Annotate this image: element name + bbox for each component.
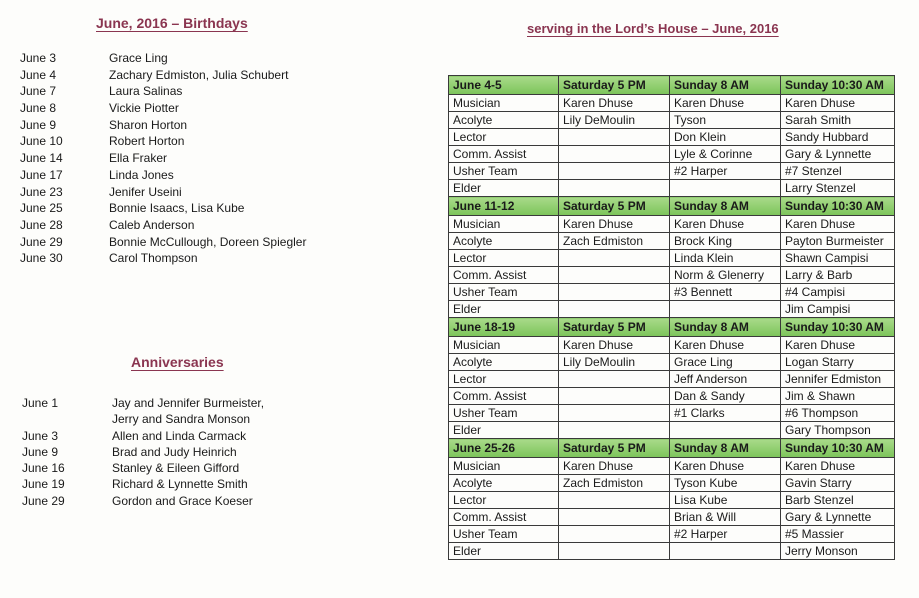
assignee-cell: Karen Dhuse [781,337,895,354]
assignee-cell: Zach Edmiston [559,475,670,492]
assignee-cell: Karen Dhuse [670,458,781,475]
birthday-entry [20,234,306,251]
anniversaries-list [22,395,264,509]
entry-date: June 23 [20,184,63,199]
assignee-cell: Larry Stenzel [781,180,895,197]
entry-names: Richard & Lynnette Smith [112,477,248,492]
entry-names: Laura Salinas [109,84,183,99]
week-header-cell: Sunday 10:30 AM [781,318,895,337]
schedule-row [449,301,895,318]
entry-names: Bonnie Isaacs, Lisa Kube [109,201,245,216]
entry-date: June 3 [20,51,57,65]
assignee-cell [559,509,670,526]
birthday-entry [20,167,306,184]
entry-date: June 30 [20,251,63,266]
assignee-cell: #7 Stenzel [781,163,895,180]
entry-names: Brad and Judy Heinrich [112,444,237,459]
assignee-cell: Tyson [670,112,781,129]
entry-date: June 8 [20,101,57,116]
anniversaries-title: Anniversaries [131,354,224,370]
role-cell: Comm. Assist [449,146,559,163]
role-cell: Lector [449,129,559,146]
entry-date: June 9 [22,444,59,459]
schedule-row [449,250,895,267]
assignee-cell [559,526,670,543]
schedule-row [449,492,895,509]
birthday-entry [20,250,306,267]
entry-names: Allen and Linda Carmack [112,428,247,443]
assignee-cell: #6 Thompson [781,405,895,422]
assignee-cell: Grace Ling [670,354,781,371]
assignee-cell: Karen Dhuse [559,216,670,233]
assignee-cell: Karen Dhuse [670,337,781,354]
entry-date: June 28 [20,217,63,232]
entry-date [22,411,112,427]
entry-names: Grace Ling [109,51,168,65]
assignee-cell: #2 Harper [670,526,781,543]
schedule-row [449,354,895,371]
assignee-cell: Norm & Glenerry [670,267,781,284]
birthdays-title: June, 2016 – Birthdays [96,15,248,31]
week-header-row [449,197,895,216]
assignee-cell: Gary & Lynnette [781,146,895,163]
assignee-cell: Tyson Kube [670,475,781,492]
schedule-row [449,129,895,146]
role-cell: Comm. Assist [449,267,559,284]
entry-names: Linda Jones [109,167,174,182]
assignee-cell: Dan & Sandy [670,388,781,405]
assignee-cell [559,284,670,301]
assignee-cell: Karen Dhuse [670,95,781,112]
assignee-cell [559,146,670,163]
assignee-cell: Lily DeMoulin [559,112,670,129]
role-cell: Lector [449,371,559,388]
role-cell: Usher Team [449,526,559,543]
assignee-cell: #2 Harper [670,163,781,180]
assignee-cell: Logan Starry [781,354,895,371]
week-header-cell: Saturday 5 PM [559,439,670,458]
schedule-row [449,475,895,492]
assignee-cell: Brian & Will [670,509,781,526]
schedule-row [449,216,895,233]
week-header-row [449,76,895,95]
entry-names: Jay and Jennifer Burmeister, [112,396,265,410]
birthday-entry [20,50,306,67]
schedule-row [449,233,895,250]
entry-names: Bonnie McCullough, Doreen Spiegler [109,234,307,249]
role-cell: Usher Team [449,405,559,422]
week-header-cell: Saturday 5 PM [559,197,670,216]
entry-names: Caleb Anderson [109,217,195,232]
week-header-cell: Sunday 8 AM [670,76,781,95]
assignee-cell: Shawn Campisi [781,250,895,267]
schedule-row [449,146,895,163]
entry-date: June 10 [20,134,63,149]
anniversary-entry [22,444,264,460]
assignee-cell: Don Klein [670,129,781,146]
schedule-row [449,267,895,284]
assignee-cell: Gary & Lynnette [781,509,895,526]
anniversary-entry [22,493,264,509]
entry-names: Zachary Edmiston, Julia Schubert [109,67,289,82]
serving-schedule-title: serving in the Lord’s House – June, 2016 [527,21,779,36]
assignee-cell: #3 Bennett [670,284,781,301]
week-header-cell: Sunday 10:30 AM [781,197,895,216]
role-cell: Lector [449,492,559,509]
week-header-row [449,318,895,337]
assignee-cell [559,405,670,422]
entry-date: June 17 [20,167,63,182]
assignee-cell [670,301,781,318]
week-header-cell: Sunday 8 AM [670,318,781,337]
birthday-entry [20,150,306,167]
entry-names: Jenifer Useini [109,184,182,199]
assignee-cell: Lisa Kube [670,492,781,509]
assignee-cell [559,129,670,146]
role-cell: Lector [449,250,559,267]
week-header-cell: June 18-19 [449,318,559,337]
entry-date: June 3 [22,428,59,443]
entry-date: June 29 [22,493,65,508]
week-header-cell: Saturday 5 PM [559,76,670,95]
schedule-row [449,422,895,439]
assignee-cell [559,180,670,197]
entry-date: June 7 [20,84,57,99]
schedule-row [449,284,895,301]
assignee-cell [559,543,670,560]
birthday-entry [20,100,306,117]
assignee-cell: Payton Burmeister [781,233,895,250]
assignee-cell: Jim & Shawn [781,388,895,405]
assignee-cell: Jerry Monson [781,543,895,560]
schedule-row [449,371,895,388]
assignee-cell: Jennifer Edmiston [781,371,895,388]
role-cell: Musician [449,95,559,112]
anniversary-entry [22,411,264,427]
week-header-cell: June 25-26 [449,439,559,458]
entry-names: Gordon and Grace Koeser [112,493,253,508]
assignee-cell: Karen Dhuse [781,95,895,112]
role-cell: Elder [449,180,559,197]
schedule-row [449,337,895,354]
week-header-cell: Sunday 8 AM [670,197,781,216]
entry-names: Vickie Piotter [109,101,179,116]
schedule-row [449,180,895,197]
anniversary-entry [22,460,264,476]
entry-date: June 16 [22,461,65,476]
assignee-cell [670,422,781,439]
week-header-cell: June 11-12 [449,197,559,216]
birthday-entry [20,117,306,134]
schedule-row [449,458,895,475]
week-header-row [449,439,895,458]
birthday-entry [20,184,306,201]
role-cell: Acolyte [449,475,559,492]
entry-names: Stanley & Eileen Gifford [112,461,240,476]
assignee-cell [670,180,781,197]
entry-names: Jerry and Sandra Monson [112,412,251,427]
week-header-cell: Sunday 10:30 AM [781,76,895,95]
entry-date: June 4 [20,67,57,82]
role-cell: Elder [449,543,559,560]
schedule-row [449,388,895,405]
assignee-cell [559,250,670,267]
week-header-cell: Sunday 10:30 AM [781,439,895,458]
entry-names: Robert Horton [109,134,185,149]
role-cell: Musician [449,216,559,233]
week-header-cell: Sunday 8 AM [670,439,781,458]
entry-date: June 25 [20,201,63,216]
assignee-cell [559,301,670,318]
birthday-entry [20,67,306,84]
schedule-row [449,163,895,180]
assignee-cell [559,422,670,439]
assignee-cell [559,388,670,405]
assignee-cell: #5 Massier [781,526,895,543]
assignee-cell: Jeff Anderson [670,371,781,388]
assignee-cell: Linda Klein [670,250,781,267]
assignee-cell: Karen Dhuse [670,216,781,233]
assignee-cell: Karen Dhuse [559,458,670,475]
assignee-cell: Karen Dhuse [559,337,670,354]
schedule-row [449,526,895,543]
assignee-cell: Barb Stenzel [781,492,895,509]
role-cell: Usher Team [449,284,559,301]
serving-schedule-table [448,75,895,560]
schedule-row [449,405,895,422]
assignee-cell: Sandy Hubbard [781,129,895,146]
assignee-cell [559,267,670,284]
schedule-row [449,95,895,112]
assignee-cell: Jim Campisi [781,301,895,318]
assignee-cell [670,543,781,560]
assignee-cell: Larry & Barb [781,267,895,284]
entry-date: June 19 [22,477,65,492]
assignee-cell: Lyle & Corinne [670,146,781,163]
assignee-cell: #4 Campisi [781,284,895,301]
role-cell: Usher Team [449,163,559,180]
assignee-cell: Karen Dhuse [559,95,670,112]
entry-names: Sharon Horton [109,117,188,132]
entry-names: Ella Fraker [109,151,168,166]
week-header-cell: June 4-5 [449,76,559,95]
role-cell: Comm. Assist [449,388,559,405]
schedule-row [449,509,895,526]
assignee-cell: #1 Clarks [670,405,781,422]
entry-date: June 29 [20,234,63,249]
role-cell: Acolyte [449,354,559,371]
assignee-cell [559,163,670,180]
schedule-row [449,543,895,560]
assignee-cell: Karen Dhuse [781,216,895,233]
birthday-entry [20,83,306,100]
assignee-cell: Zach Edmiston [559,233,670,250]
assignee-cell: Gary Thompson [781,422,895,439]
entry-names: Carol Thompson [109,251,198,266]
assignee-cell: Gavin Starry [781,475,895,492]
role-cell: Musician [449,458,559,475]
anniversary-entry [22,476,264,492]
assignee-cell: Sarah Smith [781,112,895,129]
birthdays-list [20,50,306,267]
entry-date: June 14 [20,151,63,166]
assignee-cell: Karen Dhuse [781,458,895,475]
entry-date: June 9 [20,117,57,132]
role-cell: Elder [449,301,559,318]
entry-date: June 1 [22,396,59,410]
anniversary-entry [22,395,264,411]
birthday-entry [20,133,306,150]
week-header-cell: Saturday 5 PM [559,318,670,337]
role-cell: Musician [449,337,559,354]
assignee-cell: Brock King [670,233,781,250]
role-cell: Acolyte [449,112,559,129]
assignee-cell [559,371,670,388]
birthday-entry [20,200,306,217]
role-cell: Elder [449,422,559,439]
anniversary-entry [22,428,264,444]
assignee-cell [559,492,670,509]
birthday-entry [20,217,306,234]
assignee-cell: Lily DeMoulin [559,354,670,371]
role-cell: Acolyte [449,233,559,250]
schedule-row [449,112,895,129]
role-cell: Comm. Assist [449,509,559,526]
